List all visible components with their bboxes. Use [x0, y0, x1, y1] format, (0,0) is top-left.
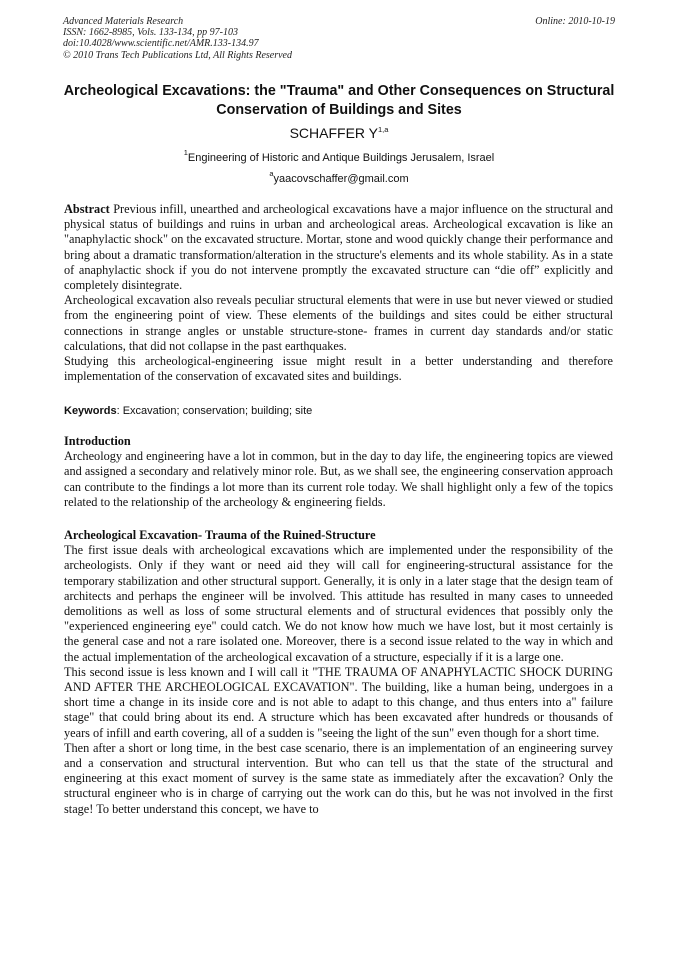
introduction-paragraph-1: Archeology and engineering have a lot in common, but in the day to day life, the engineering topics are viewed and assigned a secondary and relatively minor role. But, as we shall see, the engineering conservation approach can contribute to the findings a lot more than its current role today. We shall highlight only a few of the topics related to the relationship of the archeology & engineering fields.	[64, 449, 613, 509]
introduction-heading: Introduction	[64, 434, 131, 448]
paper-title: Archeological Excavations: the "Trauma" and Other Consequences on Structural Conservation of Buildings and Sites	[63, 83, 615, 118]
abstract-paragraph-2: Archeological excavation also reveals peculiar structural elements that were in use but never viewed or studied from the engineering point of view. These elements of the buildings and sites could be either structural connections in strange angles or unstable structure-stone- frames in current day standards and/or static calculations, that did not collapse in the past earthquakes.	[64, 293, 613, 353]
trauma-section	[64, 528, 613, 817]
journal-header	[63, 16, 615, 61]
author-sup: 1,a	[378, 125, 389, 134]
trauma-paragraph-2: This second issue is less known and I will call it "THE TRAUMA OF ANAPHYLACTIC SHOCK DURING AND AFTER THE ARCHEOLOGICAL EXCAVATION". The building, like a human being, undergoes in a short time a change in its inside core and is not able to adapt to this change, and thus enters into a" failure stage" that could bring about its end. A structure which has been excavated after hundreds or thousands of years of infill and earth covering, all of a sudden is "seeing the light of the sun" even though for a short time.	[64, 664, 613, 740]
abstract-section	[64, 202, 613, 384]
author-name: SCHAFFER Y	[289, 125, 378, 141]
journal-name: Advanced Materials Research	[63, 16, 184, 27]
trauma-heading: Archeological Excavation- Trauma of the Ruined-Structure	[64, 528, 376, 542]
abstract-label: Abstract	[64, 202, 110, 216]
copyright-line: © 2010 Trans Tech Publications Ltd, All Rights Reserved	[63, 49, 292, 61]
email-sup: a	[269, 169, 274, 178]
abstract-text-1: Previous infill, unearthed and archeological excavations have a major influence on the structural and physical status of buildings and ruins in urban and archeological areas. Archeological excavation is like an "anaphylactic shock" on the excavated structure. Mortar, stone and wood quickly change their performance and bring about a dramatic transformation/alteration in the structure's elements and its whole stability. As in a state of anaphylactic shock if you do not intervene promptly the excavated structure can “die off” explicitly and completely disintegrate.	[64, 202, 613, 293]
email-text[interactable]: yaacovschaffer@gmail.com	[273, 173, 409, 185]
online-date: Online: 2010-10-19	[535, 16, 615, 27]
doi-line: doi:10.4028/www.scientific.net/AMR.133-134.97	[63, 38, 259, 50]
affiliation-sup: 1	[183, 148, 188, 157]
affiliation-line	[60, 148, 618, 165]
trauma-paragraph-1: The first issue deals with archeological excavations which are implemented under the responsibility of the archeologists. Only if they want or need aid they will call for engineering-structural assistance for the temporary stabilization and other structural support. Generally, it is only in a later stage that the design team of architects and perhaps the engineer will be involved. This attitude has resulted in many cases to unneeded demolitions as well as loss of some structural elements and of structural evidences that possibly only the "experienced engineering eye" could catch. We do not know how much we have lost, but it most certainly is the general case and not a rare isolated one. Moreover, there is a second issue related to the way in which and the actual implementation of the archeological excavation of a structure, especially if it is a large one.	[64, 543, 613, 664]
abstract-paragraph-1	[64, 202, 613, 293]
keywords-text: : Excavation; conservation; building; site	[116, 405, 313, 417]
email-line[interactable]	[60, 169, 618, 186]
keywords-label: Keywords	[64, 405, 117, 417]
introduction-section	[64, 434, 613, 510]
issn-line: ISSN: 1662-8985, Vols. 133-134, pp 97-103	[63, 27, 238, 39]
author-line	[60, 124, 618, 142]
trauma-paragraph-3: Then after a short or long time, in the best case scenario, there is an implementation of an engineering survey and a conservation and structural intervention. But who can tell us that the state of the structural and engineering at this exact moment of survey is the same state as immediately after the excavation? Only the structural engineer who is in charge of carrying out the work can do this, but he was not involved in the first stage! To better understand this concept, we have to	[64, 740, 613, 816]
affiliation-text: Engineering of Historic and Antique Buildings Jerusalem, Israel	[187, 152, 495, 164]
keywords-line	[64, 404, 613, 418]
abstract-paragraph-3: Studying this archeological-engineering issue might result in a better understanding and therefore implementation of the conservation of excavated sites and buildings.	[64, 354, 613, 384]
